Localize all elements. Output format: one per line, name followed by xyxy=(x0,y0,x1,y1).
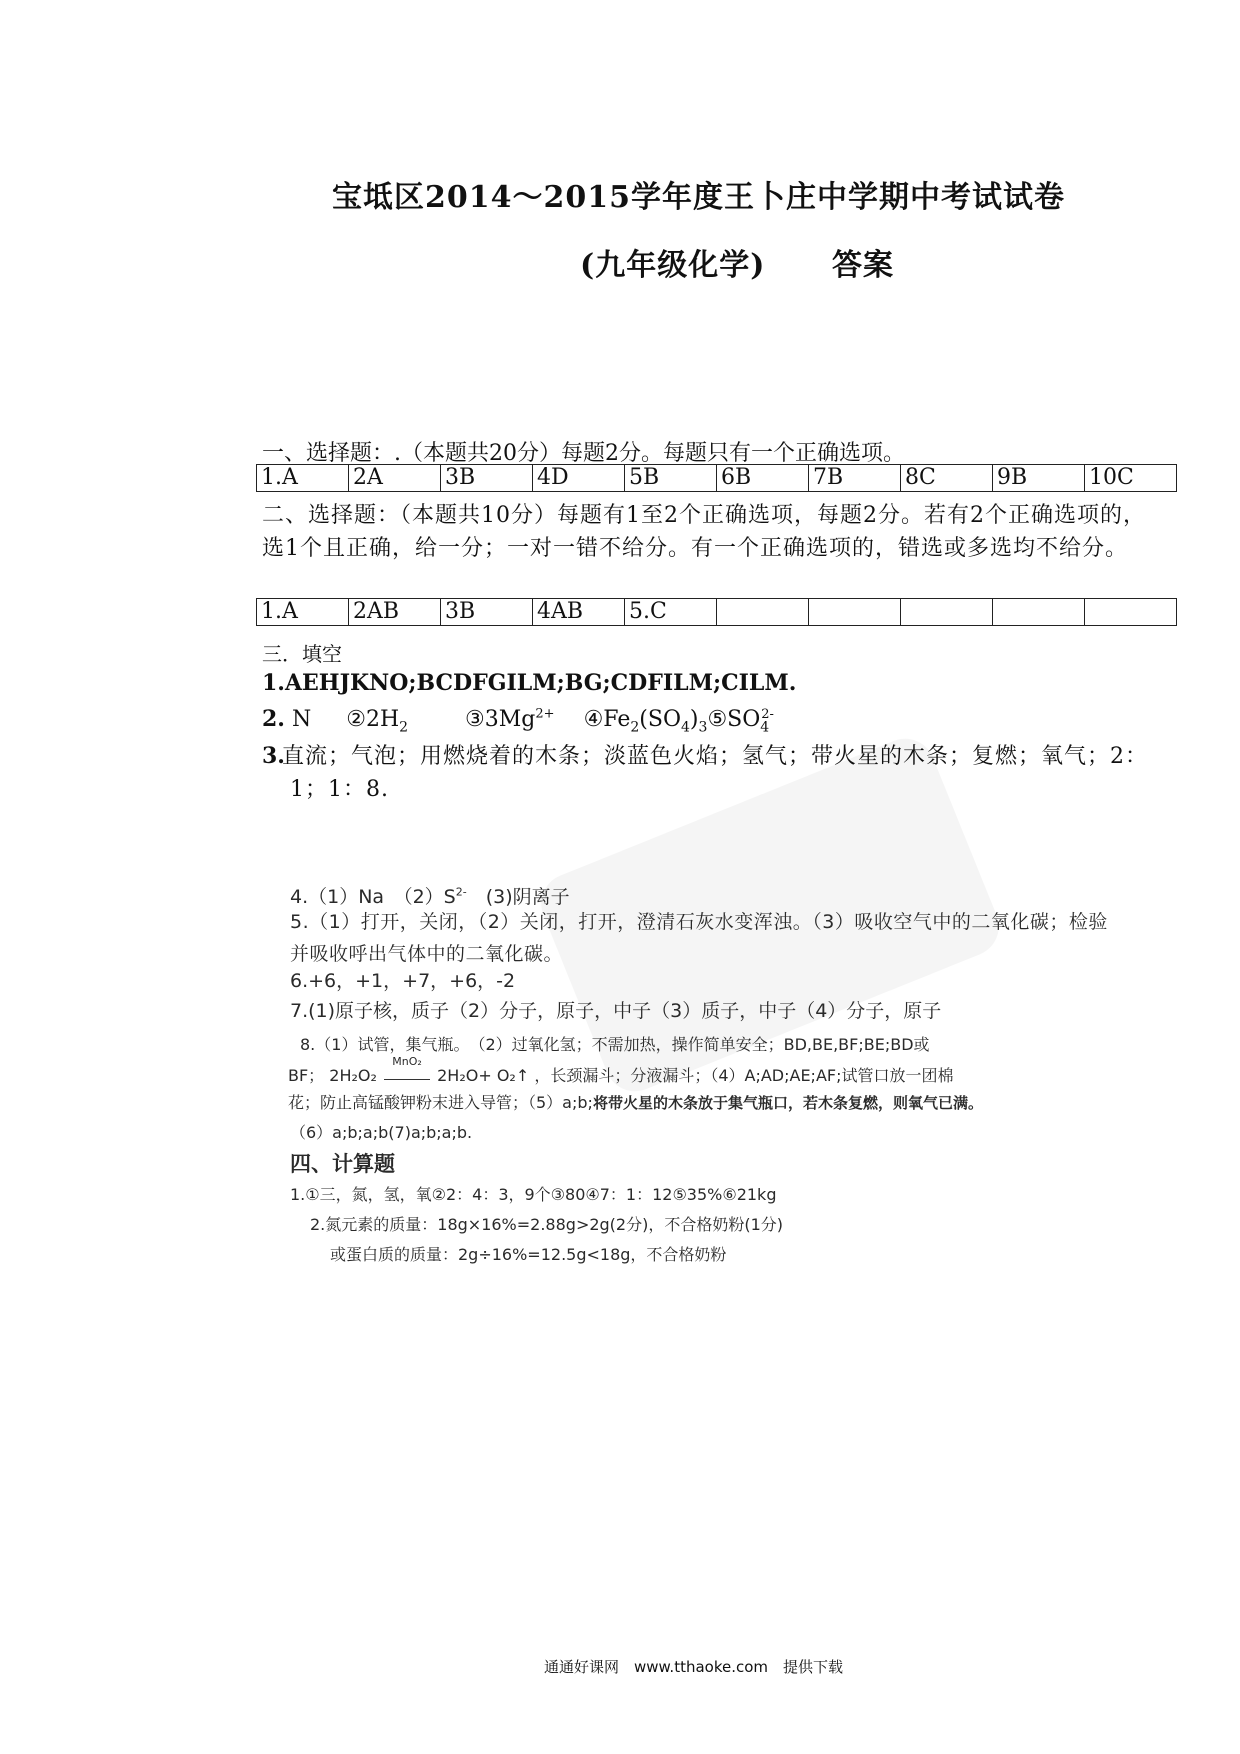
answer-cell: 6B xyxy=(717,465,809,492)
section3-q1: 1.AEHJKNO;BCDFGILM;BG;CDFILM;CILM. xyxy=(262,670,797,696)
answer-cell xyxy=(993,599,1085,626)
q8-line3-bold: 将带火星的木条放于集气瓶口，若木条复燃，则氧气已满。 xyxy=(592,1094,983,1112)
q4-text-a: 4.（1）Na （2）S xyxy=(290,886,456,908)
answer-cell: 3B xyxy=(441,465,533,492)
answer-cell xyxy=(717,599,809,626)
subtitle-answer: 答案 xyxy=(832,248,894,283)
answer-cell xyxy=(809,599,901,626)
q4-text-b: (3)阴离子 xyxy=(466,886,570,908)
q2-c-sup: 2+ xyxy=(535,706,555,722)
answer-cell: 7B xyxy=(809,465,901,492)
q4-sup: 2- xyxy=(455,885,467,899)
q2-d-sub2: 4 xyxy=(681,719,690,736)
q8-equation xyxy=(329,1055,530,1085)
section4-heading: 四、计算题 xyxy=(290,1152,395,1176)
page-title: 宝坻区2014～2015学年度王卜庄中学期中考试试卷 xyxy=(332,180,1065,215)
answer-cell: 1.A xyxy=(257,599,349,626)
answer-cell: 10C xyxy=(1085,465,1177,492)
q2-b-sub: 2 xyxy=(399,719,409,736)
q2-e-text: ⑤SO xyxy=(707,707,761,732)
answer-cell: 2A xyxy=(349,465,441,492)
section3-q5: 5.（1）打开，关闭，（2）关闭，打开，澄清石灰水变浑浊。（3）吸收空气中的二氧化碳；检验并吸收呼出气体中的二氧化碳。 xyxy=(290,911,1108,965)
answer-cell xyxy=(901,599,993,626)
section1-answer-table xyxy=(256,464,1177,492)
section4-q2-line2: 或蛋白质的质量：2g÷16%=12.5g<18g，不合格奶粉 xyxy=(330,1245,727,1264)
q2-e-sup: 2- xyxy=(761,706,774,722)
answer-cell: 9B xyxy=(993,465,1085,492)
q2-part-a: N xyxy=(291,707,312,732)
section3-q8-line4: （6）a;b;a;b(7)a;b;a;b. xyxy=(290,1123,473,1142)
subtitle-subject: (九年级化学) xyxy=(580,248,766,283)
q2-d-sub1: 2 xyxy=(630,719,640,736)
section3-heading: 三．填空 xyxy=(262,642,342,666)
section3-q8-line2 xyxy=(288,1055,954,1086)
section2-answer-table xyxy=(256,598,1177,626)
answer-cell: 4D xyxy=(533,465,625,492)
answer-cell: 8C xyxy=(901,465,993,492)
q8-eq-catalyst: MnO₂ xyxy=(392,1055,422,1068)
section3-q8-line1: 8.（1）试管，集气瓶。 （2）过氧化氢；不需加热，操作简单安全；BD,BE,BF;BE;BD或 xyxy=(300,1035,930,1054)
section2-heading: 二、选择题：（本题共10分）每题有1至2个正确选项，每题2分。若有2个正确选项的，选1个且正确，给一分；一对一错不给分。有一个正确选项的，错选或多选均不给分。 xyxy=(262,503,1146,561)
q8-eq-right: 2H₂O+ O₂↑ xyxy=(437,1066,530,1085)
section4-q2-line1: 2.氮元素的质量：18g×16%=2.88g>2g(2分)，不合格奶粉(1分) xyxy=(310,1215,784,1234)
q2-c-text: ③3Mg xyxy=(465,707,536,732)
q8-eq-left: 2H₂O₂ xyxy=(329,1066,377,1085)
q2-d-text: ④Fe xyxy=(583,707,631,732)
answer-cell: 1.A xyxy=(257,465,349,492)
answer-cell: 2AB xyxy=(349,599,441,626)
section3-q6: 6.+6，+1，+7，+6，-2 xyxy=(290,970,516,992)
answer-cell xyxy=(1085,599,1177,626)
page-footer: 通通好课网 www.tthaoke.com 提供下载 xyxy=(544,1658,844,1676)
q2-b-text: ②2H xyxy=(346,707,400,732)
answer-cell: 3B xyxy=(441,599,533,626)
section3-q8-line3 xyxy=(288,1090,983,1113)
answer-cell: 4AB xyxy=(533,599,625,626)
q2-part-b xyxy=(346,707,409,736)
section1-heading: 一、选择题：.（本题共20分）每题2分。每题只有一个正确选项。 xyxy=(262,441,905,466)
q8-eq-arrow xyxy=(384,1055,430,1080)
q2-d-mid: (SO xyxy=(639,707,681,732)
section3-q2 xyxy=(262,706,774,735)
q8-line2-start: BF； xyxy=(288,1066,325,1085)
section3-q7: 7.(1)原子核，质子（2）分子，原子，中子（3）质子，中子（4）分子，原子 xyxy=(290,1000,942,1022)
section3-q3: 直流；气泡；用燃烧着的木条；淡蓝色火焰；氢气；带火星的木条；复燃；氧气；2：1；1：8. xyxy=(282,744,1148,802)
section4-q1: 1.①三，氮，氢，氧②2：4：3，9个③80④7：1：12⑤35%⑥21kg xyxy=(290,1185,777,1204)
q2-d-close: ) xyxy=(689,707,699,732)
q2-part-c xyxy=(465,707,555,732)
q8-line2-end: ，长颈漏斗；分液漏斗；（4）A;AD;AE;AF;试管口放一团棉 xyxy=(534,1066,954,1085)
q2-number: 2. xyxy=(262,706,285,732)
q2-part-d xyxy=(583,707,708,736)
section3-q4 xyxy=(290,882,570,909)
q8-line3-start: 花；防止高锰酸钾粉末进入导管；（5）a;b; xyxy=(288,1093,593,1112)
answer-cell: 5B xyxy=(625,465,717,492)
q2-d-sub3: 3 xyxy=(698,719,708,736)
answer-cell: 5.C xyxy=(625,599,717,626)
q2-part-e xyxy=(707,706,774,736)
q2-e-sub: 4 xyxy=(760,719,770,736)
q3-number: 3. xyxy=(262,743,285,769)
